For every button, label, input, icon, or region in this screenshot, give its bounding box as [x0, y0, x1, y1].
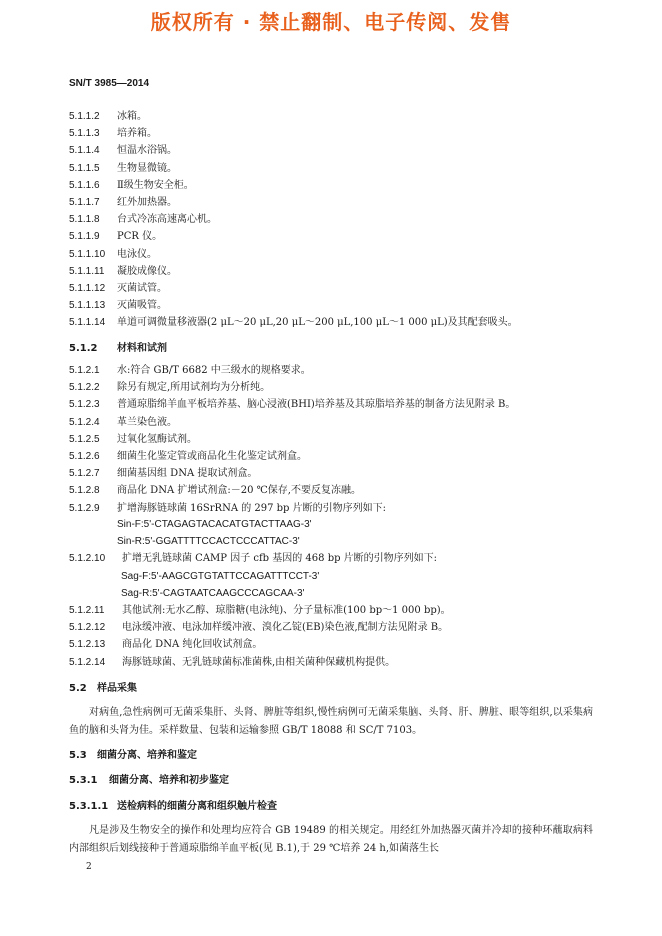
primer-sin-r: Sin-R:5'-GGATTTTCCACTCCCATTAC-3': [117, 536, 300, 547]
primer-sin-f: Sin-F:5'-CTAGAGTACACATGTACTTAAG-3': [117, 519, 312, 530]
item-number: 5.1.2.6: [69, 451, 100, 462]
item-text: 其他试剂:无水乙醇、琼脂糖(电泳纯)、分子量标准(100 bp～1 000 bp)。: [122, 605, 451, 616]
section-title: 材料和试剂: [117, 343, 167, 354]
item-number: 5.1.1.14: [69, 317, 106, 329]
item-number: 5.1.2.3: [69, 399, 100, 411]
primer-sag-f: Sag-F:5'-AAGCGTGTATTCCAGATTTCCT-3': [121, 571, 320, 582]
item-text: 灭菌吸管。: [117, 300, 167, 312]
section-heading-5-1-2: [69, 343, 167, 355]
item-text: 扩增无乳链球菌 CAMP 因子 cfb 基因的 468 bp 片断的引物序列如下:: [122, 553, 438, 564]
item-text: 培养箱。: [117, 128, 157, 140]
item-text: 海豚链球菌、无乳链球菌标准菌株,由相关菌种保藏机构提供。: [122, 656, 396, 668]
item-number: 5.1.1.11: [69, 265, 105, 277]
item-text: 细菌基因组 DNA 提取试剂盒。: [117, 468, 258, 480]
item-number: 5.1.1.3: [69, 128, 100, 140]
item-number: 5.1.1.5: [69, 162, 100, 174]
section-number: 5.3.1: [69, 775, 98, 786]
item-number: 5.1.2.9: [69, 502, 100, 514]
section-heading-5-3: [69, 750, 197, 762]
item-text: 商品化 DNA 扩增试剂盒:－20 ℃保存,不要反复冻融。: [117, 485, 361, 497]
item-number: 5.1.2.14: [69, 656, 106, 668]
item-number: 5.1.2.11: [69, 605, 105, 616]
item-text: 细菌生化鉴定管或商品化生化鉴定试剂盒。: [117, 451, 307, 462]
item-number: 5.1.1.4: [69, 145, 100, 157]
section-title: 细菌分离、培养和鉴定: [97, 750, 197, 761]
item-number: 5.1.2.1: [69, 365, 100, 376]
item-number: 5.1.2.12: [69, 622, 106, 634]
item-text: 电泳缓冲液、电泳加样缓冲液、溴化乙锭(EB)染色液,配制方法见附录 B。: [122, 622, 449, 634]
section-number: 5.2: [69, 683, 87, 694]
item-number: 5.1.1.6: [69, 179, 100, 191]
item-text: 单道可调微量移液器(2 μL～20 μL,20 μL～200 μL,100 μL～1 000 μL)及其配套吸头。: [117, 317, 518, 329]
item-text: PCR 仪。: [117, 231, 163, 243]
item-number: 5.1.2.13: [69, 639, 106, 651]
paragraph-sample-collection: 对病鱼,急性病例可无菌采集肝、头肾、脾脏等组织,慢性病例可无菌采集脑、头肾、肝、脾脏、眼等组织,以采集病鱼的脑和头肾为佳。采样数量、包装和运输参照 GB/T 18088 和 SC/T 7103。: [69, 707, 593, 736]
item-text: 扩增海豚链球菌 16SrRNA 的 297 bp 片断的引物序列如下:: [117, 502, 387, 514]
page-number: 2: [86, 862, 92, 872]
item-number: 5.1.1.12: [69, 283, 106, 294]
item-number: 5.1.2.8: [69, 485, 100, 497]
item-text: 商品化 DNA 纯化回收试剂盒。: [122, 639, 263, 651]
item-text: 过氧化氢酶试剂。: [117, 433, 197, 445]
item-number: 5.1.2.2: [69, 382, 100, 394]
section-number: 5.3: [69, 750, 87, 761]
item-text: 生物显微镜。: [117, 162, 177, 174]
item-number: 5.1.1.7: [69, 197, 100, 208]
item-number: 5.1.1.2: [69, 111, 100, 122]
item-number: 5.1.2.7: [69, 468, 100, 480]
item-number: 5.1.2.5: [69, 433, 100, 445]
item-text: 除另有规定,所用试剂均为分析纯。: [117, 382, 271, 394]
item-text: Ⅱ级生物安全柜。: [117, 179, 194, 191]
item-number: 5.1.1.9: [69, 231, 100, 243]
item-text: 电泳仪。: [117, 248, 157, 260]
item-text: 红外加热器。: [117, 197, 177, 208]
section-heading-5-3-1-1: [69, 801, 277, 813]
item-text: 水:符合 GB/T 6682 中三级水的规格要求。: [117, 365, 311, 376]
item-number: 5.1.2.4: [69, 416, 100, 428]
item-number: 5.1.1.13: [69, 300, 106, 312]
item-text: 灭菌试管。: [117, 283, 167, 294]
section-number: 5.1.2: [69, 343, 98, 354]
item-text: 冰箱。: [117, 111, 147, 122]
section-heading-5-2: [69, 683, 137, 695]
item-text: 台式冷冻高速离心机。: [117, 214, 217, 226]
item-number: 5.1.2.10: [69, 553, 106, 564]
section-number: 5.3.1.1: [69, 801, 109, 812]
document-code: SN/T 3985—2014: [69, 78, 150, 89]
primer-sag-r: Sag-R:5'-CAGTAATCAAGCCCAGCAA-3': [121, 588, 305, 599]
section-heading-5-3-1: [69, 775, 229, 787]
paragraph-isolation: 凡是涉及生物安全的操作和处理均应符合 GB 19489 的相关规定。用经红外加热器灭菌并冷却的接种环蘸取病料内部组织后划线接种于普通琼脂绵羊血平板(见 B.1),于 29 ℃培养 24 h,如菌落生长: [69, 825, 593, 854]
item-number: 5.1.1.8: [69, 214, 100, 226]
section-title: 送检病料的细菌分离和组织触片检查: [117, 801, 277, 812]
section-title: 细菌分离、培养和初步鉴定: [109, 775, 229, 786]
item-text: 革兰染色液。: [117, 416, 177, 428]
item-number: 5.1.1.10: [69, 248, 106, 260]
item-text: 恒温水浴锅。: [117, 145, 177, 157]
section-title: 样品采集: [97, 683, 137, 694]
watermark-banner: 版权所有 · 禁止翻制、电子传阅、发售: [150, 10, 512, 34]
item-text: 凝胶成像仪。: [117, 265, 177, 277]
item-text: 普通琼脂绵羊血平板培养基、脑心浸液(BHI)培养基及其琼脂培养基的制备方法见附录 B。: [117, 399, 516, 411]
